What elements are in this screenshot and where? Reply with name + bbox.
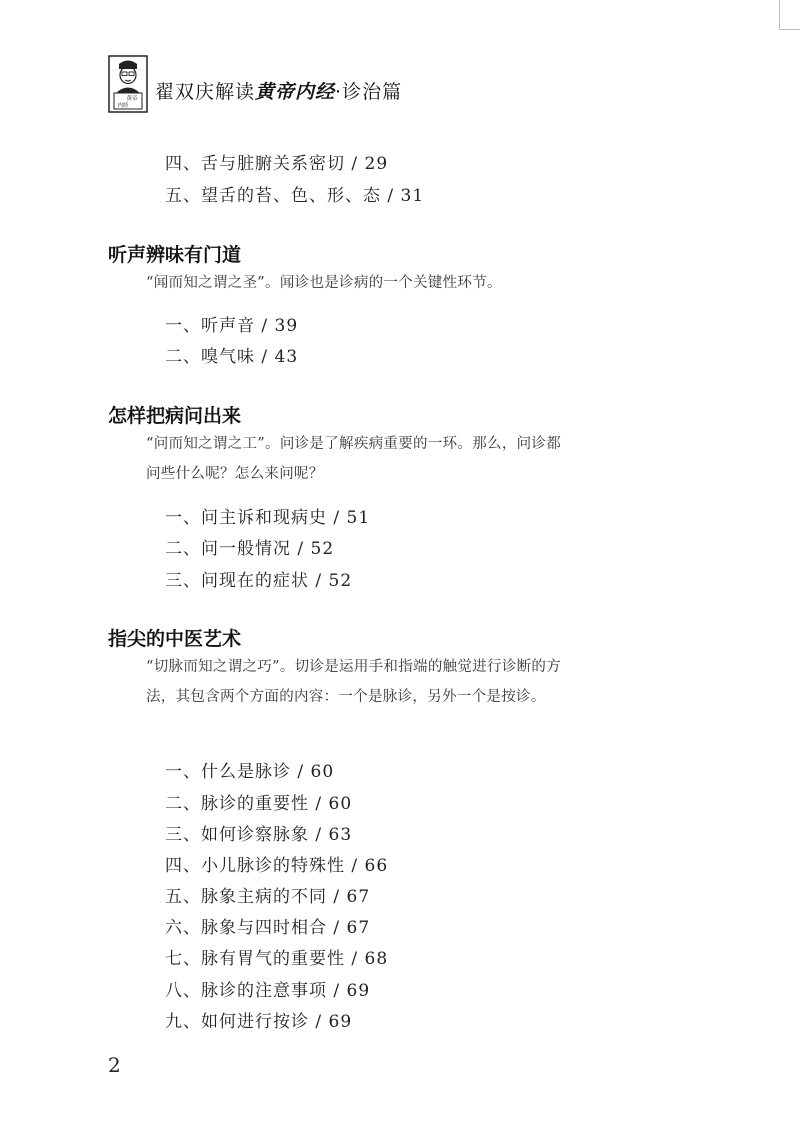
section-description: “切脉而知之谓之巧”。切诊是运用手和指端的触觉进行诊断的方法，其包含两个方面的内容：一个是脉诊，另外一个是按诊。 xyxy=(146,659,562,705)
corner-crop-mark xyxy=(779,0,800,30)
toc-entry[interactable]: 八、脉诊的注意事项 / 69 xyxy=(165,981,371,1001)
toc-entry[interactable]: 二、嗅气味 / 43 xyxy=(165,347,299,367)
toc-entry[interactable]: 四、小儿脉诊的特殊性 / 66 xyxy=(165,856,389,876)
toc-entry[interactable]: 三、如何诊察脉象 / 63 xyxy=(165,825,353,845)
book-title-prefix: 翟双庆解读 xyxy=(155,81,256,103)
section-heading[interactable]: 怎样把病问出来 xyxy=(108,405,242,427)
toc-entry[interactable]: 二、问一般情况 / 52 xyxy=(165,539,335,559)
section-description: “问而知之谓之工”。问诊是了解疾病重要的一环。那么，问诊都问些什么呢？怎么来问呢？ xyxy=(146,436,562,482)
section-heading[interactable]: 指尖的中医艺术 xyxy=(108,628,242,650)
section-heading[interactable]: 听声辨味有门道 xyxy=(108,244,242,266)
toc-entry[interactable]: 一、听声音 / 39 xyxy=(165,316,299,336)
logo-text-line1: 黄帝 xyxy=(126,96,138,102)
toc-entry[interactable]: 九、如何进行按诊 / 69 xyxy=(165,1012,353,1032)
toc-entry[interactable]: 一、问主诉和现病史 / 51 xyxy=(165,508,371,528)
book-title xyxy=(155,77,402,104)
toc-entry[interactable]: 四、舌与脏腑关系密切 / 29 xyxy=(165,154,389,174)
toc-entry[interactable]: 五、望舌的苔、色、形、态 / 31 xyxy=(165,186,425,206)
page-number: 2 xyxy=(108,1053,121,1077)
section-description: “闻而知之谓之圣”。闻诊也是诊病的一个关键性环节。 xyxy=(146,275,502,291)
toc-entry[interactable]: 七、脉有胃气的重要性 / 68 xyxy=(165,949,389,969)
toc-entry[interactable]: 一、什么是脉诊 / 60 xyxy=(165,762,335,782)
toc-entry[interactable]: 二、脉诊的重要性 / 60 xyxy=(165,794,353,814)
book-title-styled: 黄帝内经 xyxy=(255,81,336,103)
toc-entry[interactable]: 三、问现在的症状 / 52 xyxy=(165,571,353,591)
toc-entry[interactable]: 六、脉象与四时相合 / 67 xyxy=(165,918,371,938)
toc-entry[interactable]: 五、脉象主病的不同 / 67 xyxy=(165,887,371,907)
logo-text-line2: 内经 xyxy=(117,103,129,109)
author-portrait-logo xyxy=(108,55,148,113)
book-title-suffix: ·诊治篇 xyxy=(335,81,403,103)
